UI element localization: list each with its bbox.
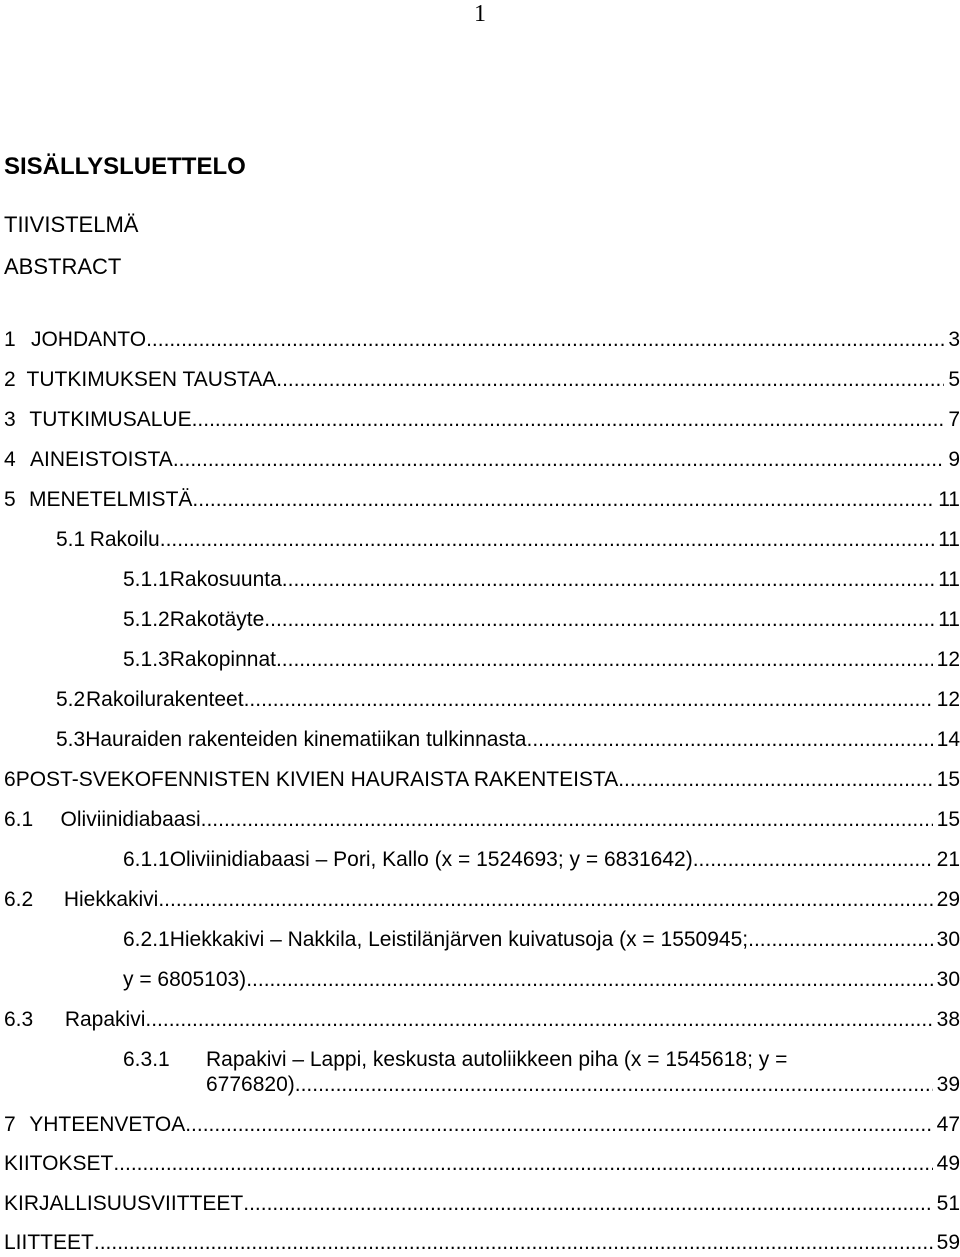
toc-entry-label: Hiekkakivi – Nakkila, Leistilänjärven kuivatusoja (x = 1550945; [169, 928, 749, 951]
toc-entry-label: Rapakivi – Lappi, keskusta autoliikkeen piha (x = 1545618; y = [206, 1048, 788, 1071]
toc-page-number: 9 [948, 448, 960, 471]
toc-page-number: 11 [938, 528, 960, 551]
toc-leader [243, 1190, 932, 1218]
toc-entry-label: MENETELMISTÄ [29, 488, 193, 511]
toc-entry-label: Oliviinidiabaasi [60, 808, 201, 831]
toc-entry-6-1-1[interactable] [123, 846, 960, 874]
toc-entry-label: YHTEENVETOA [29, 1113, 186, 1136]
toc-entry-label: JOHDANTO [30, 328, 147, 351]
toc-entry-1[interactable] [4, 326, 960, 354]
toc-page-number: 5 [948, 368, 960, 391]
toc-leader [146, 326, 944, 354]
toc-leader [276, 646, 933, 674]
toc-entry-liitteet[interactable] [4, 1229, 960, 1257]
toc-leader [295, 1071, 933, 1099]
toc-entry-label: y = 6805103) [123, 968, 247, 991]
toc-entry-label: LIITTEET [4, 1231, 94, 1254]
toc-entry-5-1[interactable] [56, 526, 960, 554]
toc-entry-6-2-1[interactable] [123, 926, 960, 954]
toc-page-number: 14 [936, 728, 960, 751]
toc-entry-number: 6.3.1 [123, 1048, 170, 1071]
toc-entry-label: AINEISTOISTA [30, 448, 173, 471]
toc-leader [185, 1111, 932, 1139]
toc-entry-6-2[interactable] [4, 886, 960, 914]
toc-entry-number: 5.2 [56, 688, 86, 711]
toc-entry-6-3-1[interactable] [123, 1046, 787, 1074]
toc-entry-label: POST-SVEKOFENNISTEN KIVIEN HAURAISTA RAKENTEISTA [15, 768, 619, 791]
toc-entry-number: 5.3 [56, 728, 86, 751]
toc-page-number: 3 [948, 328, 960, 351]
toc-page-number: 15 [936, 768, 960, 791]
toc-entry-2[interactable] [4, 366, 960, 394]
toc-entry-label: Hauraiden rakenteiden kinematiikan tulkinnasta [85, 728, 527, 751]
toc-leader [264, 606, 934, 634]
toc-entry-number: 5 [4, 488, 16, 511]
toc-leader [526, 726, 932, 754]
toc-entry-label: KIITOKSET [4, 1152, 114, 1175]
toc-entry-label: Hiekkakivi [63, 888, 159, 911]
toc-entry-5-1-1[interactable] [123, 566, 960, 594]
toc-page-number: 47 [936, 1113, 960, 1136]
toc-page-number: 12 [936, 688, 960, 711]
toc-entry-5-1-2[interactable] [123, 606, 960, 634]
toc-entry-label: 6776820) [206, 1073, 295, 1096]
toc-entry-5-2[interactable] [56, 686, 960, 714]
toc-leader [618, 766, 932, 794]
toc-entry-number: 4 [4, 448, 16, 471]
toc-leader [748, 926, 933, 954]
toc-leader [145, 1006, 932, 1034]
toc-entry-number: 5.1.3 [123, 648, 170, 671]
front-matter-abstract[interactable]: ABSTRACT [4, 254, 122, 279]
toc-leader [160, 526, 934, 554]
toc-entry-number: 7 [4, 1113, 16, 1136]
toc-entry-5-3[interactable] [56, 726, 960, 754]
toc-entry-label: Rakopinnat [169, 648, 276, 671]
toc-entry-number: 6.1.1 [123, 848, 170, 871]
toc-leader [244, 686, 933, 714]
toc-page-number: 51 [936, 1192, 960, 1215]
toc-entry-label: Rapakivi [64, 1008, 146, 1031]
toc-leader [158, 886, 932, 914]
toc-entry-label: Rakoilu [89, 528, 160, 551]
toc-entry-number: 6.1 [4, 808, 34, 831]
toc-page-number: 11 [938, 568, 960, 591]
toc-entry-kirjallisuusviitteet[interactable] [4, 1190, 960, 1218]
toc-leader [282, 566, 934, 594]
toc-entry-5[interactable] [4, 486, 960, 514]
front-matter-tiivistelma[interactable]: TIIVISTELMÄ [4, 212, 139, 237]
toc-entry-number: 5.1.2 [123, 608, 170, 631]
toc-entry-label: Oliviinidiabaasi – Pori, Kallo (x = 1524693; y = 6831642) [169, 848, 693, 871]
toc-leader [246, 966, 932, 994]
toc-entry-6-1[interactable] [4, 806, 960, 834]
toc-page-number: 7 [948, 408, 960, 431]
toc-leader [276, 366, 944, 394]
toc-leader [192, 486, 934, 514]
toc-page-number: 11 [938, 488, 960, 511]
toc-leader [94, 1229, 933, 1257]
toc-entry-6-2-1-continued[interactable] [123, 966, 960, 994]
toc-entry-number: 1 [4, 328, 16, 351]
toc-entry-label: KIRJALLISUUSVIITTEET [4, 1192, 244, 1215]
toc-entry-label: TUTKIMUSALUE [29, 408, 192, 431]
toc-leader [693, 846, 933, 874]
toc-entry-number: 6.3 [4, 1008, 34, 1031]
toc-entry-number: 2 [4, 368, 16, 391]
toc-entry-7[interactable] [4, 1111, 960, 1139]
toc-entry-5-1-3[interactable] [123, 646, 960, 674]
toc-leader [173, 446, 945, 474]
toc-page-number: 39 [936, 1073, 960, 1096]
toc-page-number: 11 [938, 608, 960, 631]
toc-page-number: 21 [936, 848, 960, 871]
toc-leader [192, 406, 945, 434]
toc-page-number: 29 [936, 888, 960, 911]
toc-page-number: 59 [936, 1231, 960, 1254]
toc-entry-number: 6.2.1 [123, 928, 170, 951]
toc-page-number: 30 [936, 968, 960, 991]
page-number: 1 [474, 1, 486, 27]
toc-entry-label: Rakoilurakenteet [85, 688, 244, 711]
toc-entry-3[interactable] [4, 406, 960, 434]
toc-page-number: 15 [936, 808, 960, 831]
toc-entry-6-3-1-continued[interactable] [206, 1071, 960, 1099]
toc-page-number: 38 [936, 1008, 960, 1031]
toc-entry-label: Rakotäyte [169, 608, 265, 631]
toc-page-number: 49 [936, 1152, 960, 1175]
toc-entry-6-3[interactable] [4, 1006, 960, 1034]
toc-entry-kiitokset[interactable] [4, 1150, 960, 1178]
toc-entry-number: 6.2 [4, 888, 34, 911]
toc-entry-label: TUTKIMUKSEN TAUSTAA [26, 368, 277, 391]
toc-leader [201, 806, 933, 834]
toc-entry-number: 5.1 [56, 528, 86, 551]
toc-entry-number: 3 [4, 408, 16, 431]
toc-entry-number: 5.1.1 [123, 568, 170, 591]
toc-entry-label: Rakosuunta [169, 568, 282, 591]
toc-entry-4[interactable] [4, 446, 960, 474]
page-title: SISÄLLYSLUETTELO [4, 153, 246, 180]
toc-page-number: 12 [936, 648, 960, 671]
toc-page-number: 30 [936, 928, 960, 951]
toc-leader [113, 1150, 932, 1178]
toc-entry-number: 6 [4, 768, 16, 791]
toc-entry-6[interactable] [4, 766, 960, 794]
